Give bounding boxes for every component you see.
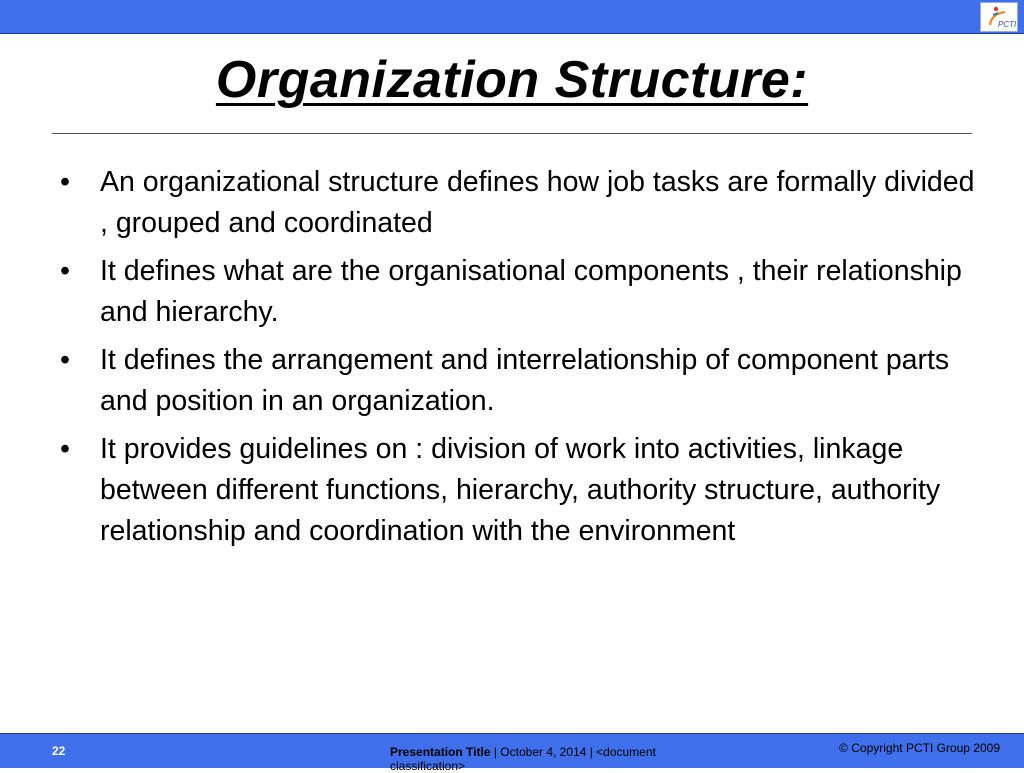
footer-info bbox=[390, 745, 730, 773]
footer-date: October 4, 2014 | <document classification> bbox=[390, 745, 656, 773]
bullet-text: It provides guidelines on : division of work into activities, linkage between different functions, hierarchy, authority structure, authority relationship and coordination with the environment bbox=[100, 433, 941, 547]
bullet-list bbox=[52, 162, 982, 559]
bullet-marker: • bbox=[60, 166, 70, 198]
title-divider bbox=[52, 133, 972, 134]
bullet-item bbox=[52, 429, 982, 552]
header-bar bbox=[0, 0, 1024, 34]
copyright-text: © Copyright PCTI Group 2009 bbox=[839, 741, 1000, 755]
bullet-item bbox=[52, 162, 982, 244]
bullet-marker: • bbox=[60, 433, 70, 465]
footer-bar bbox=[0, 733, 1024, 773]
bullet-text: It defines the arrangement and interrelationship of component parts and position in an organization. bbox=[100, 344, 950, 417]
bullet-text: It defines what are the organisational components , their relationship and hierarchy. bbox=[100, 255, 962, 328]
presentation-title: Presentation Title bbox=[390, 745, 491, 759]
bullet-item bbox=[52, 251, 982, 333]
bullet-text: An organizational structure defines how job tasks are formally divided , grouped and coordinated bbox=[100, 166, 975, 239]
bullet-marker: • bbox=[60, 344, 70, 376]
bullet-item bbox=[52, 340, 982, 422]
page-number: 22 bbox=[52, 744, 66, 758]
bullet-marker: • bbox=[60, 255, 70, 287]
slide-title: Organization Structure: bbox=[215, 51, 809, 109]
svg-text:PCTI: PCTI bbox=[998, 20, 1017, 29]
footer-separator: | bbox=[493, 745, 497, 759]
pcti-logo-icon bbox=[980, 2, 1018, 32]
